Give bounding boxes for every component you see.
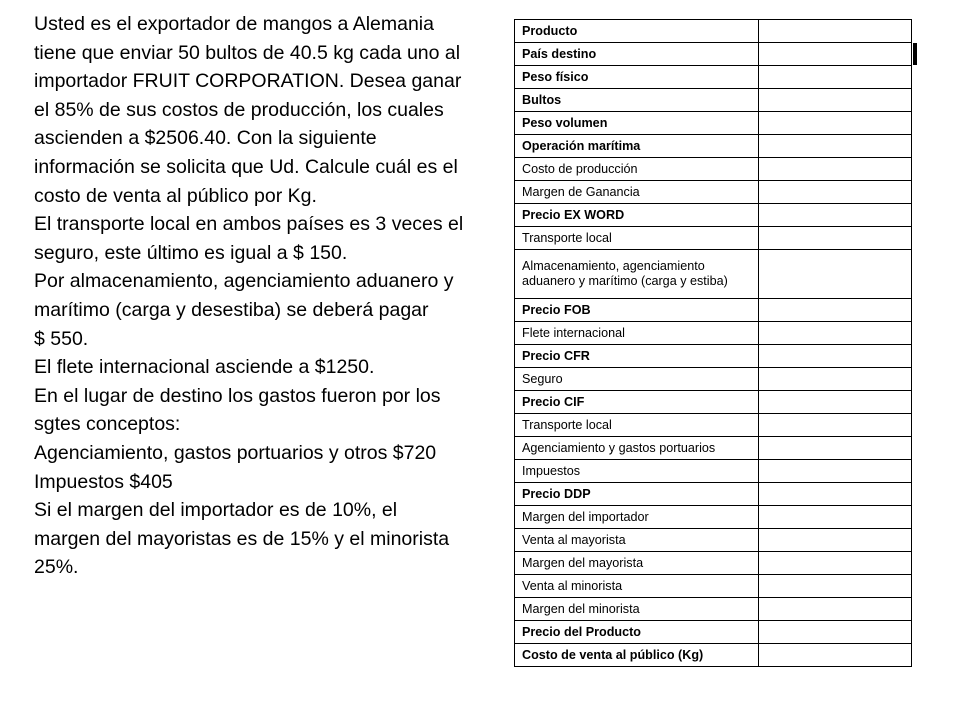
table-row [515, 181, 912, 204]
row-label: Peso volumen [515, 112, 759, 135]
row-label: País destino [515, 43, 759, 66]
table-row [515, 391, 912, 414]
table-row [515, 575, 912, 598]
problem-paragraph: El transporte local en ambos países es 3 veces el seguro, este último es igual a $ 150. [34, 213, 464, 264]
row-value-cell[interactable] [759, 322, 912, 345]
row-value-cell[interactable] [759, 391, 912, 414]
row-label: Costo de producción [515, 158, 759, 181]
problem-paragraph: Impuestos $405 [34, 470, 173, 493]
row-label: Impuestos [515, 460, 759, 483]
table-row [515, 483, 912, 506]
table-row [515, 158, 912, 181]
row-label: Producto [515, 20, 759, 43]
table-row [515, 552, 912, 575]
row-label: Seguro [515, 368, 759, 391]
table-row [515, 20, 912, 43]
table-row [515, 43, 912, 66]
row-value-cell[interactable] [759, 250, 912, 299]
problem-paragraph: En el lugar de destino los gastos fueron por los sgtes conceptos: [34, 384, 441, 436]
edge-mark [913, 43, 917, 65]
row-label: Bultos [515, 89, 759, 112]
problem-paragraph: $ 550. [34, 327, 89, 350]
table-row [515, 368, 912, 391]
row-value-cell[interactable] [759, 112, 912, 135]
table-row [515, 227, 912, 250]
row-label: Almacenamiento, agenciamiento aduanero y marítimo (carga y estiba) [515, 250, 759, 299]
row-value-cell[interactable] [759, 437, 912, 460]
table-row [515, 345, 912, 368]
table-row [515, 506, 912, 529]
row-value-cell[interactable] [759, 368, 912, 391]
row-value-cell[interactable] [759, 135, 912, 158]
row-value-cell[interactable] [759, 20, 912, 43]
row-label: Peso físico [515, 66, 759, 89]
row-label: Margen del importador [515, 506, 759, 529]
row-value-cell[interactable] [759, 598, 912, 621]
row-value-cell[interactable] [759, 483, 912, 506]
table-row [515, 460, 912, 483]
problem-paragraph: Por almacenamiento, agenciamiento aduanero y marítimo (carga y desestiba) se deberá pagar [34, 270, 454, 321]
row-value-cell[interactable] [759, 181, 912, 204]
row-value-cell[interactable] [759, 89, 912, 112]
table-row [515, 529, 912, 552]
problem-statement [34, 10, 464, 582]
table-row [515, 66, 912, 89]
row-value-cell[interactable] [759, 227, 912, 250]
table-row [515, 250, 912, 299]
row-value-cell[interactable] [759, 414, 912, 437]
row-value-cell[interactable] [759, 66, 912, 89]
row-label: Precio DDP [515, 483, 759, 506]
table-row [515, 437, 912, 460]
row-value-cell[interactable] [759, 621, 912, 644]
row-value-cell[interactable] [759, 345, 912, 368]
table-row [515, 112, 912, 135]
table-row [515, 598, 912, 621]
row-label: Margen del minorista [515, 598, 759, 621]
row-label: Agenciamiento y gastos portuarios [515, 437, 759, 460]
row-label: Precio del Producto [515, 621, 759, 644]
table-row [515, 89, 912, 112]
row-label: Transporte local [515, 227, 759, 250]
row-value-cell[interactable] [759, 43, 912, 66]
table-row [515, 621, 912, 644]
row-label: Margen de Ganancia [515, 181, 759, 204]
table-row [515, 299, 912, 322]
row-value-cell[interactable] [759, 460, 912, 483]
calculation-table [514, 19, 912, 667]
row-label: Precio EX WORD [515, 204, 759, 227]
table-row [515, 414, 912, 437]
row-value-cell[interactable] [759, 644, 912, 667]
row-value-cell[interactable] [759, 506, 912, 529]
problem-paragraph: Agenciamiento, gastos portuarios y otros $720 [34, 441, 437, 464]
row-value-cell[interactable] [759, 529, 912, 552]
row-label: Costo de venta al público (Kg) [515, 644, 759, 667]
row-label: Venta al minorista [515, 575, 759, 598]
row-label: Flete internacional [515, 322, 759, 345]
row-value-cell[interactable] [759, 158, 912, 181]
row-value-cell[interactable] [759, 299, 912, 322]
row-label: Precio FOB [515, 299, 759, 322]
row-value-cell[interactable] [759, 575, 912, 598]
problem-paragraph: Usted es el exportador de mangos a Alemania tiene que enviar 50 bultos de 40.5 kg cada uno al importador FRUIT CORPORATION. Desea ganar el 85% de sus costos de producción, los cuales ascienden a $2506.40. Con la siguiente información se solicita que Ud. Calcule cuál es el costo de venta al público por Kg. [34, 13, 462, 207]
row-label: Venta al mayorista [515, 529, 759, 552]
table-row [515, 644, 912, 667]
row-label: Operación marítima [515, 135, 759, 158]
row-label: Margen del mayorista [515, 552, 759, 575]
row-label: Transporte local [515, 414, 759, 437]
table-row [515, 204, 912, 227]
table-row [515, 135, 912, 158]
row-label: Precio CIF [515, 391, 759, 414]
row-label: Precio CFR [515, 345, 759, 368]
row-value-cell[interactable] [759, 204, 912, 227]
row-value-cell[interactable] [759, 552, 912, 575]
table-row [515, 322, 912, 345]
problem-paragraph: Si el margen del importador es de 10%, el margen del mayoristas es de 15% y el minorista 25%. [34, 499, 450, 579]
problem-paragraph: El flete internacional asciende a $1250. [34, 356, 375, 379]
